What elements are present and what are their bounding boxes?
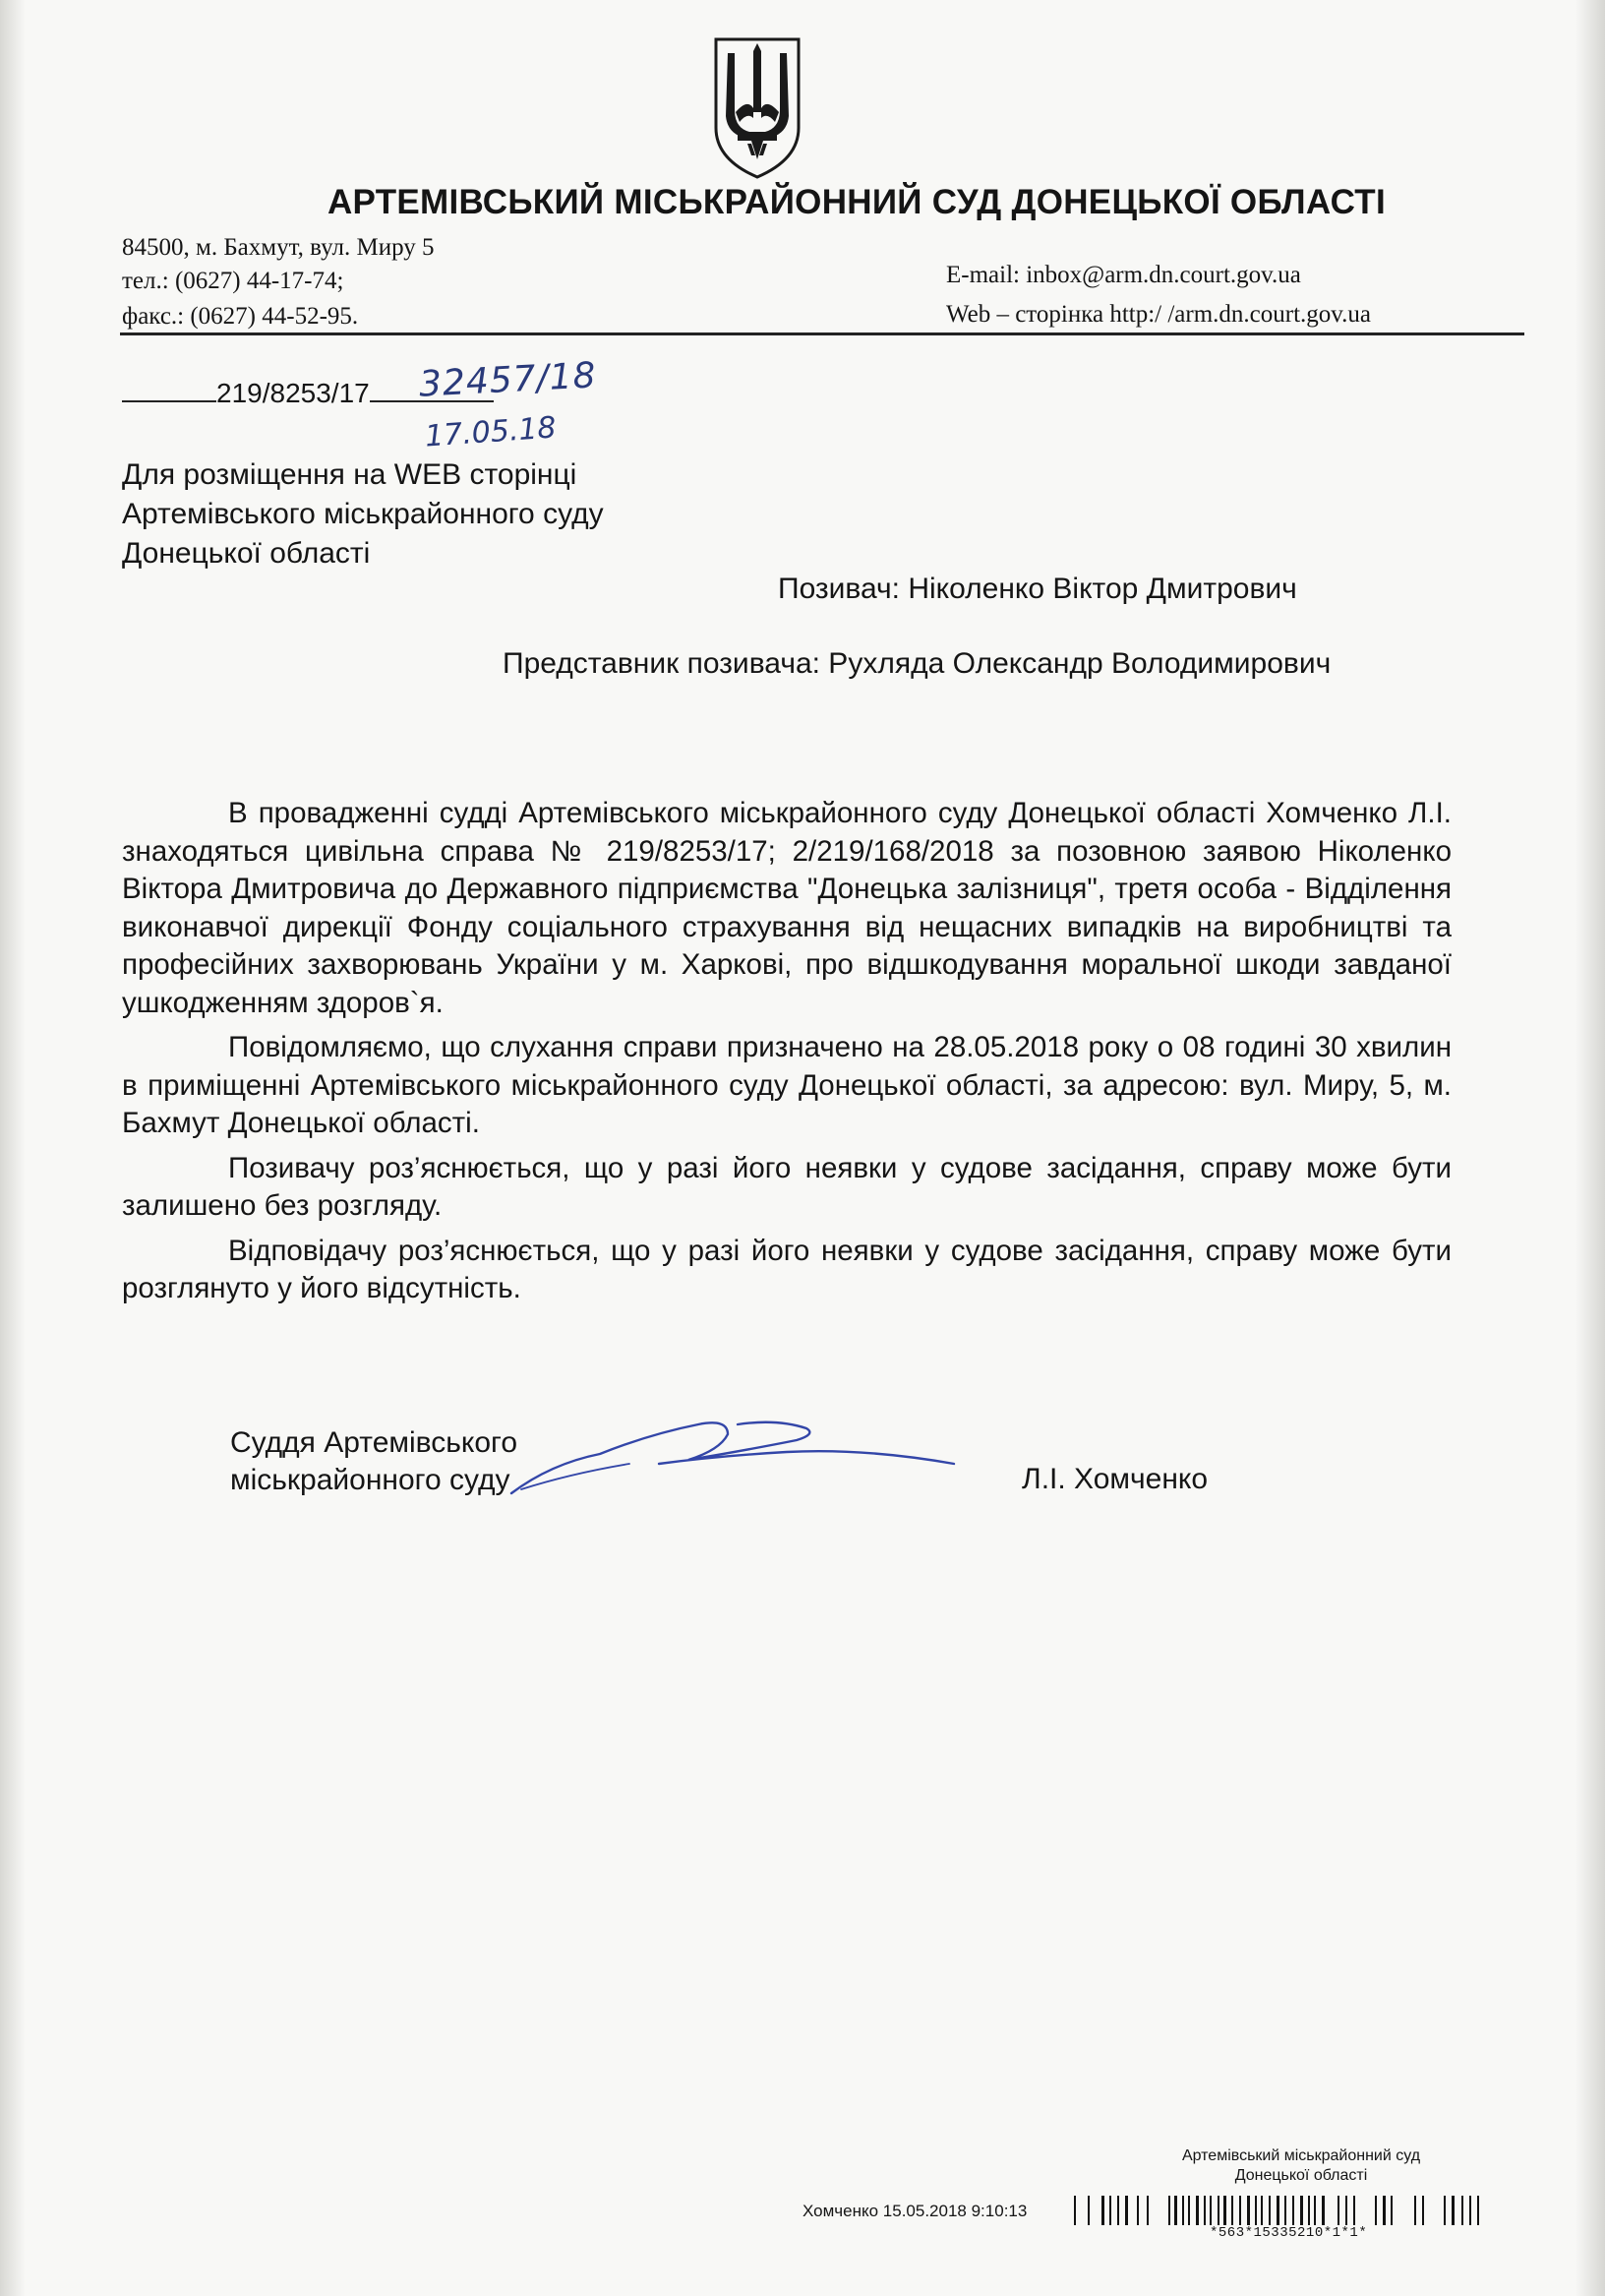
signatory-name: Л.І. Хомченко — [1022, 1463, 1209, 1495]
signatory-title-line: Суддя Артемівського — [230, 1426, 518, 1459]
registry-barcode — [1074, 2196, 1536, 2225]
court-web: Web – сторінка http:/ /arm.dn.court.gov.ua — [946, 301, 1372, 328]
body-paragraph: В провадженні судді Артемівського міськрайонного суду Донецької області Хомченко Л.І. знаходяться цивільна справа № 219/8253/17; 2/219/168/2018 за позовною заявою Ніколенко Віктора Дмитровича до Державного підприємства "Донецька залізниця", третя особа - Відділення виконавчої дирекції Фонду соціального страхування від нещасних випадків на виробництві та професійних захворювань України у м. Харкові, про відшкодування моральної шкоди завданої ушкодженням здоров`я. — [122, 797, 1452, 1019]
header-divider — [120, 332, 1524, 335]
signatory-title-line: міськрайонного суду — [230, 1464, 510, 1496]
registry-stamp-line: Артемівський міськрайонний суд — [1181, 2147, 1421, 2164]
registry-meta: Хомченко 15.05.2018 9:10:13 — [802, 2202, 1028, 2220]
case-number: 219/8253/17 — [216, 378, 370, 408]
notice-body — [122, 795, 1452, 1315]
barcode-caption: *563*15335210*1*1* — [1210, 2225, 1368, 2241]
court-email: E-mail: inbox@arm.dn.court.gov.ua — [946, 262, 1301, 288]
addressee-block — [122, 455, 604, 574]
court-address: 84500, м. Бахмут, вул. Миру 5 — [122, 234, 435, 261]
outgoing-number-blank-left — [122, 400, 216, 402]
handwritten-signature — [492, 1395, 964, 1513]
court-phone: тел.: (0627) 44-17-74; — [122, 268, 344, 294]
coat-of-arms-trident-icon — [708, 33, 806, 181]
body-paragraph: Позивачу роз’яснюється, що у разі його неявки у судове засідання, справу може бути залишено без розгляду. — [122, 1151, 1452, 1222]
addressee-line: Донецької області — [122, 537, 371, 570]
registry-stamp-line: Донецької області — [1234, 2167, 1368, 2184]
addressee-line: Для розміщення на WEB сторінці — [122, 458, 577, 491]
body-paragraph: Відповідачу роз’яснюється, що у разі його неявки у судове засідання, справу може бути розглянуто у його відсутність. — [122, 1234, 1452, 1304]
body-paragraph: Повідомляємо, що слухання справи призначено на 28.05.2018 року о 08 годині 30 хвилин в приміщенні Артемівського міськрайонного суду Донецької області, за адресою: вул. Миру, 5, м. Бахмут Донецької області. — [122, 1031, 1452, 1139]
addressee-line: Артемівського міськрайонного суду — [122, 498, 604, 530]
handwritten-registration-number: 32457/18 — [418, 355, 598, 405]
handwritten-registration-date: 17.05.18 — [423, 410, 558, 454]
plaintiff-line: Позивач: Ніколенко Віктор Дмитрович — [778, 573, 1297, 605]
court-name-heading: АРТЕМІВСЬКИЙ МІСЬКРАЙОННИЙ СУД ДОНЕЦЬКОЇ ОБЛАСТІ — [327, 183, 1387, 221]
representative-line: Представник позивача: Рухляда Олександр Володимирович — [503, 647, 1332, 680]
signatory-title — [230, 1424, 517, 1499]
registry-stamp — [1159, 2146, 1444, 2186]
court-fax: факс.: (0627) 44-52-95. — [122, 303, 359, 330]
